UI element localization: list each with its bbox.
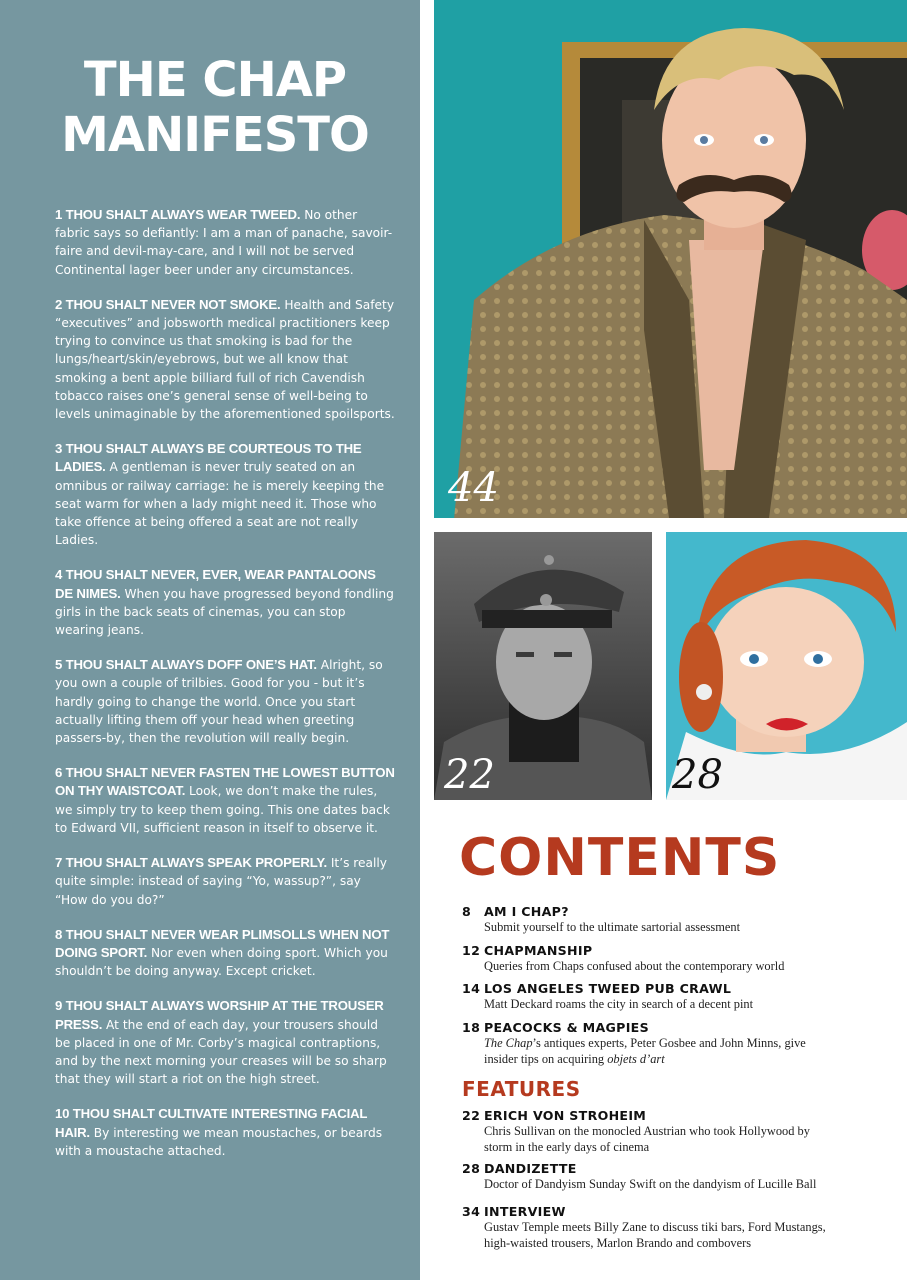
commandment-text: Nor even when doing sport. Which you shouldn’t be doing anyway. Except cricket. xyxy=(55,945,388,979)
commandment-1 xyxy=(55,206,395,279)
photo-erich-von-stroheim[interactable] xyxy=(434,532,652,800)
entry-description-text: ’s antiques experts, Peter Gosbee and John Minns, give insider tips on acquiring xyxy=(484,1036,806,1066)
entry-title: PEACOCKS & MAGPIES xyxy=(484,1020,649,1035)
entry-description: Chris Sullivan on the monocled Austrian who took Hollywood by storm in the early days of cinema xyxy=(484,1124,810,1154)
entry-title: AM I CHAP? xyxy=(484,904,569,919)
photo-dandy-man[interactable] xyxy=(434,0,907,518)
entry-page-number: 28 xyxy=(462,1161,481,1176)
photo-lucille-ball[interactable] xyxy=(666,532,907,800)
commandment-heading: 8 THOU SHALT NEVER WEAR PLIMSOLLS WHEN NOT DOING SPORT. xyxy=(55,926,390,960)
commandment-4 xyxy=(55,566,395,639)
entry-description: Submit yourself to the ultimate sartorial assessment xyxy=(484,920,741,934)
page-number-22: 22 xyxy=(444,752,495,798)
entry-heading xyxy=(462,981,902,997)
italic-phrase: objets d’art xyxy=(607,1051,665,1066)
contents-entry[interactable] xyxy=(462,981,902,1013)
entry-page-number: 12 xyxy=(462,943,481,958)
commandment-text: Look, we don’t make the rules, we simply try to keep them going. This one dates back to Edward VII, sufficient reason in itself to observe it. xyxy=(55,784,390,835)
commandment-9 xyxy=(55,997,395,1088)
entry-page-number: 34 xyxy=(462,1204,481,1219)
commandment-text: Health and Safety “executives” and jobsworth medical practitioners keep trying to convince us that smoking is bad for the lungs/heart/skin/eyebrows, but we all know that smoking a bent apple billiard full of rich Cavendish tobacco raises one’s general sense of well-being to levels unimaginable by the aforementioned spoilsports. xyxy=(55,297,395,422)
contents-entry[interactable] xyxy=(462,943,902,975)
contents-entry[interactable] xyxy=(462,1020,902,1067)
commandment-heading: 10 THOU SHALT CULTIVATE INTERESTING FACIAL HAIR. xyxy=(55,1106,368,1140)
entry-title: INTERVIEW xyxy=(484,1204,566,1219)
page-number-28: 28 xyxy=(672,752,723,798)
entry-title: DANDIZETTE xyxy=(484,1161,577,1176)
entry-heading xyxy=(462,1020,902,1036)
page-number-44: 44 xyxy=(448,465,499,511)
entry-page-number: 18 xyxy=(462,1020,481,1035)
manifesto-title-line1: THE CHAP xyxy=(83,52,347,108)
manifesto-title-line2: MANIFESTO xyxy=(61,107,369,163)
commandment-text: When you have progressed beyond fondling girls in the back seats of cinemas, you can stop wearing jeans. xyxy=(55,586,394,638)
commandment-text: By interesting we mean moustaches, or beards with a moustache attached. xyxy=(55,1125,383,1158)
commandment-text: Alright, so you own a couple of trilbies. Good for you - but it’s hardly going to change the world. Once you start actually lifting them off your head when greeting passers-by, then the revolution will really begin. xyxy=(55,658,383,746)
entry-description: Gustav Temple meets Billy Zane to discuss tiki bars, Ford Mustangs, high-waisted trousers, Marlon Brando and combovers xyxy=(484,1220,826,1250)
features-entry[interactable] xyxy=(462,1161,902,1193)
contents-heading: CONTENTS xyxy=(459,828,781,888)
entry-title: ERICH VON STROHEIM xyxy=(484,1108,647,1123)
commandments-list xyxy=(55,206,395,1177)
entry-description xyxy=(484,1036,814,1067)
commandment-heading: 7 THOU SHALT ALWAYS SPEAK PROPERLY. xyxy=(55,855,327,871)
entry-heading xyxy=(462,1204,902,1220)
dandy-man-illustration xyxy=(434,0,907,518)
contents-entry[interactable] xyxy=(462,904,902,936)
entry-heading xyxy=(462,904,902,920)
features-entry[interactable] xyxy=(462,1204,902,1251)
commandment-text: At the end of each day, your trousers should be placed in one of Mr. Corby’s magical contraptions, and by the next morning your creases will be so sharp that they will start a riot on the high street. xyxy=(55,1017,387,1087)
commandment-heading: 2 THOU SHALT NEVER NOT SMOKE. xyxy=(55,296,281,312)
entry-description: Doctor of Dandyism Sunday Swift on the dandyism of Lucille Ball xyxy=(484,1177,817,1191)
features-heading: FEATURES xyxy=(462,1077,581,1101)
commandment-text: A gentleman is never truly seated on an omnibus or railway carriage: he is merely keeping the seat warm for when a lady might need it. Those who take offence at being offered a seat are not really Ladies. xyxy=(55,460,385,548)
entry-title: CHAPMANSHIP xyxy=(484,943,593,958)
commandment-5 xyxy=(55,656,395,747)
commandment-2 xyxy=(55,296,395,423)
entry-description: Matt Deckard roams the city in search of a decent pint xyxy=(484,997,754,1011)
entry-page-number: 22 xyxy=(462,1108,481,1123)
entry-description: Queries from Chaps confused about the contemporary world xyxy=(484,959,785,973)
commandment-heading: 5 THOU SHALT ALWAYS DOFF ONE’S HAT. xyxy=(55,657,317,673)
manifesto-panel xyxy=(0,0,420,1280)
commandment-7 xyxy=(55,854,395,909)
commandment-heading: 9 THOU SHALT ALWAYS WORSHIP AT THE TROUSER PRESS. xyxy=(55,998,384,1032)
commandment-heading: 1 THOU SHALT ALWAYS WEAR TWEED. xyxy=(55,207,301,222)
commandment-8 xyxy=(55,926,395,981)
commandment-10 xyxy=(55,1105,395,1160)
commandment-6 xyxy=(55,764,395,837)
commandment-3 xyxy=(55,440,395,549)
features-entry[interactable] xyxy=(462,1108,902,1155)
entry-page-number: 8 xyxy=(462,904,472,919)
entry-heading xyxy=(462,1108,902,1124)
commandment-heading: 3 THOU SHALT ALWAYS BE COURTEOUS TO THE LADIES. xyxy=(55,441,362,475)
entry-title: LOS ANGELES TWEED PUB CRAWL xyxy=(484,981,732,996)
commandment-heading: 4 THOU SHALT NEVER, EVER, WEAR PANTALOONS DE NIMES. xyxy=(55,567,376,601)
entry-page-number: 14 xyxy=(462,981,481,996)
entry-heading xyxy=(462,943,902,959)
commandment-text: It’s really quite simple: instead of saying “Yo, wassup?”, say “How do you do?” xyxy=(55,856,387,907)
commandment-text: No other fabric says so defiantly: I am a man of panache, savoir-faire and devil-may-care, and I will not be served Continental lager beer under any circumstances. xyxy=(55,208,393,277)
magazine-name: The Chap xyxy=(484,1036,533,1050)
commandment-heading: 6 THOU SHALT NEVER FASTEN THE LOWEST BUTTON ON THY WAISTCOAT. xyxy=(55,765,395,799)
entry-heading xyxy=(462,1161,902,1177)
